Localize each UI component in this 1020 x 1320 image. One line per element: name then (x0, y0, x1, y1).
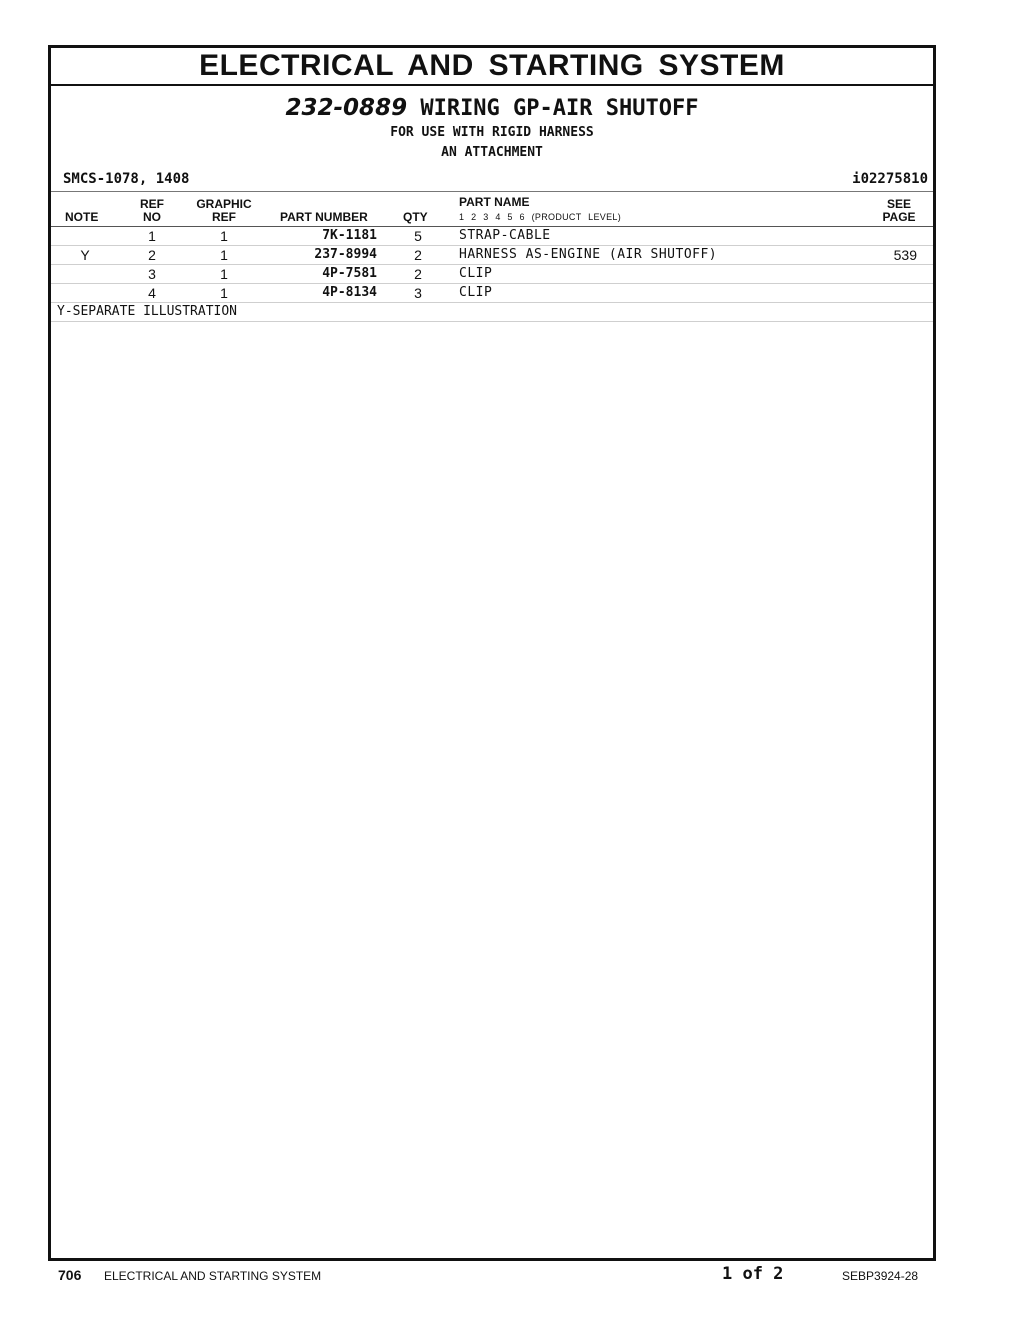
cell-graphic-ref: 1 (220, 285, 228, 301)
page-frame (48, 45, 936, 1261)
cell-part-number: 237-8994 (314, 247, 377, 262)
smcs-row (51, 169, 933, 191)
cell-see-page: 539 (893, 247, 917, 263)
table-header (51, 191, 933, 227)
cell-graphic-ref: 1 (220, 228, 228, 244)
group-number: 232-0889 (285, 95, 408, 121)
table-row (51, 227, 933, 246)
table-row (51, 246, 933, 265)
cell-part-number: 4P-8134 (322, 285, 377, 300)
cell-part-name: CLIP (459, 266, 493, 281)
group-note-1: FOR USE WITH RIGID HARNESS (390, 125, 594, 140)
cell-part-name: CLIP (459, 285, 493, 300)
smcs-code: SMCS-1078, 1408 (63, 171, 190, 187)
cell-qty: 5 (414, 228, 422, 244)
cell-note: Y (80, 247, 90, 263)
cell-ref-no: 2 (148, 247, 156, 263)
section-title: ELECTRICAL AND STARTING SYSTEM (51, 48, 933, 86)
footer-section: ELECTRICAL AND STARTING SYSTEM (104, 1269, 322, 1283)
header-qty: QTY (403, 210, 428, 224)
cell-qty: 3 (414, 285, 422, 301)
header-graphic: GRAPHIC (196, 197, 252, 211)
header-see: SEE (886, 197, 911, 211)
table-footnote: Y-SEPARATE ILLUSTRATION (57, 304, 238, 319)
page-footer (0, 1264, 1020, 1288)
header-page: PAGE (882, 210, 916, 224)
group-note-2: AN ATTACHMENT (441, 145, 543, 160)
header-product-level: 1 2 3 4 5 6 (PRODUCT LEVEL) (459, 212, 621, 222)
group-name: WIRING GP-AIR SHUTOFF (420, 96, 699, 121)
cell-ref-no: 3 (148, 266, 156, 282)
cell-part-number: 4P-7581 (322, 266, 377, 281)
cell-part-name: HARNESS AS-ENGINE (AIR SHUTOFF) (459, 247, 718, 262)
footer-document-id: SEBP3924-28 (842, 1269, 919, 1283)
footer-page-number: 706 (58, 1267, 82, 1283)
cell-part-number: 7K-1181 (322, 228, 377, 243)
header-part-name: PART NAME (459, 195, 530, 209)
footer-sheet: 1 of 2 (722, 1264, 784, 1284)
header-part-number: PART NUMBER (280, 210, 368, 224)
cell-qty: 2 (414, 266, 422, 282)
table-footnote-row (51, 303, 933, 322)
header-no: NO (143, 210, 161, 224)
cell-part-name: STRAP-CABLE (459, 228, 551, 243)
illustration-id: i02275810 (852, 171, 928, 187)
header-note: NOTE (65, 210, 99, 224)
cell-ref-no: 4 (148, 285, 156, 301)
group-title (51, 94, 933, 123)
cell-qty: 2 (414, 247, 422, 263)
header-graphic-ref: REF (212, 210, 236, 224)
cell-graphic-ref: 1 (220, 266, 228, 282)
cell-graphic-ref: 1 (220, 247, 228, 263)
cell-ref-no: 1 (148, 228, 156, 244)
table-row (51, 284, 933, 303)
table-row (51, 265, 933, 284)
header-ref: REF (140, 197, 164, 211)
